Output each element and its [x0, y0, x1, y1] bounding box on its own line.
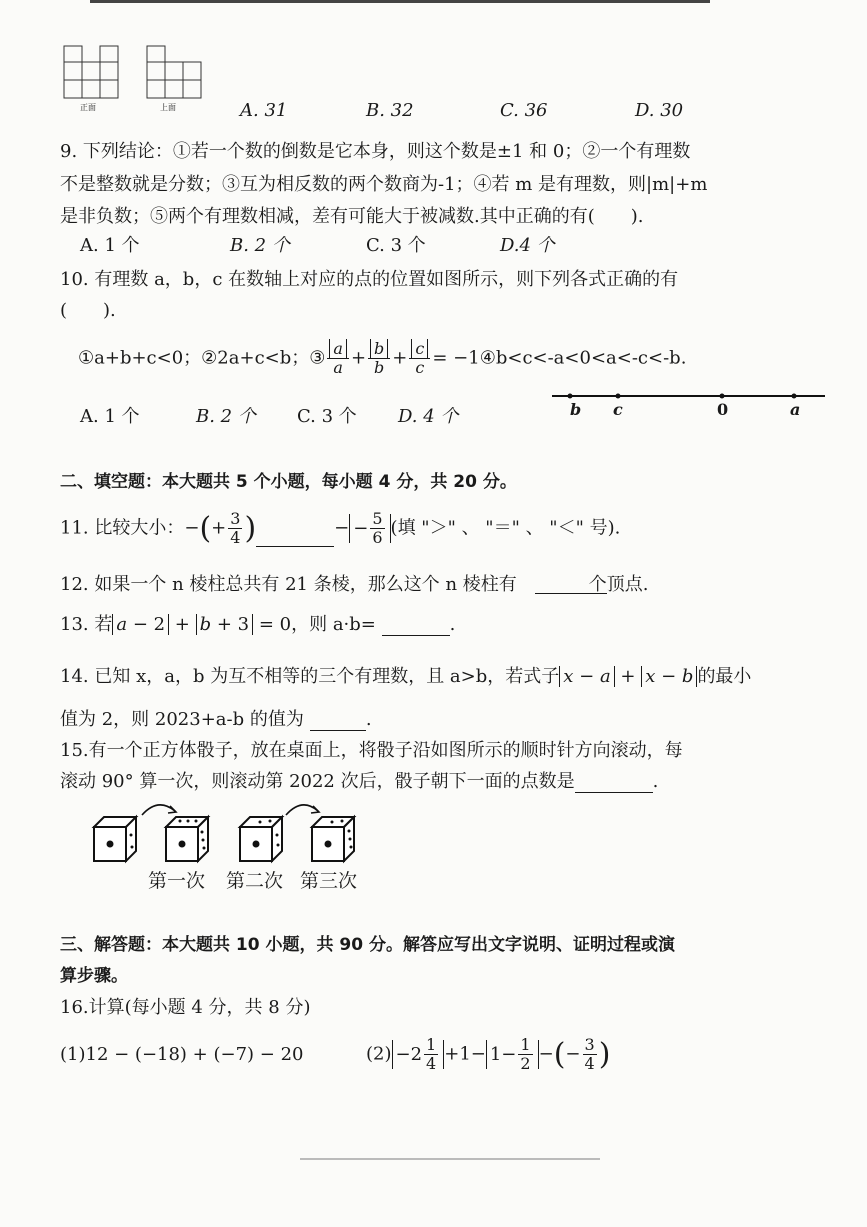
section-3-heading-line-1: 三、解答题：本大题共 10 小题，共 90 分。解答应写出文字说明、证明过程或演 — [60, 935, 675, 955]
q14-line-1: 14. 已知 x，a，b 为互不相等的三个有理数，且 a>b，若式子 x − a + x − b 的最小 — [60, 666, 752, 687]
q15-line-2: 滚动 90° 算一次，则滚动第 2022 次后，骰子朝下一面的点数是 . — [60, 771, 659, 792]
frac-five-sixths: $\frac{5}{6}$ — [372, 509, 383, 547]
q12: 12. 如果一个 n 棱柱总共有 21 条棱，那么这个 n 棱柱有 个顶点. — [60, 574, 649, 595]
front-view-figure — [62, 44, 122, 102]
q15-line-2-text: 滚动 90° 算一次，则滚动第 2022 次后，骰子朝下一面的点数是 — [60, 771, 575, 792]
q9-line-2: 不是整数就是分数；③互为相反数的两个数商为-1；④若 m 是有理数，则|m|+m — [60, 174, 708, 195]
q14-line-1-end: 的最小 — [697, 666, 752, 687]
axis-label-c: c — [613, 400, 623, 419]
section-3-heading-line-2: 算步骤。 — [60, 966, 128, 986]
q9-option-d: D.4 个 — [500, 235, 555, 256]
q9-line-3: 是非负数；⑤两个有理数相减，差有可能大于被减数.其中正确的有( ). — [60, 206, 644, 227]
q16-title: 16.计算(每小题 4 分，共 8 分) — [60, 997, 311, 1018]
number-line — [540, 386, 830, 426]
top-view-figure — [145, 44, 205, 102]
q14-line-2: 值为 2，则 2023+a-b 的值为 . — [60, 709, 372, 730]
q14-answer-blank[interactable] — [310, 712, 366, 731]
dice-label-1: 第一次 — [148, 870, 206, 892]
q13-mid: = 0，则 a·b= — [253, 614, 382, 635]
frac-abs-b: $\frac{b}{b}$ — [368, 340, 390, 377]
q9-option-c: C. 3 个 — [366, 235, 426, 256]
q10-statements: ①a+b+c<0；②2a+c<b；③ $\frac{a}{a}$ + $\frac{b}{b}$ + $\frac{c}{c}$ = −1④b<c<-a<0<a<-c<-b. — [78, 339, 687, 377]
dice-label-3: 第三次 — [300, 870, 358, 892]
q13-answer-blank[interactable] — [382, 617, 450, 636]
dice-label-2: 第二次 — [226, 870, 284, 892]
q8-option-b: B. 32 — [366, 100, 414, 121]
q16-part-1: (1)12 − (−18) + (−7) − 20 — [60, 1044, 304, 1065]
top-view-label: 上面 — [160, 103, 176, 112]
q13: 13. 若 a − 2 + b + 3 = 0，则 a·b= . — [60, 614, 456, 635]
q15-answer-blank[interactable] — [575, 774, 653, 793]
q9-option-b: B. 2 个 — [230, 235, 290, 256]
frac-abs-a: $\frac{a}{a}$ — [327, 340, 349, 377]
q10-option-d: D. 4 个 — [398, 406, 459, 427]
q8-option-c: C. 36 — [500, 100, 548, 121]
q10-option-c: C. 3 个 — [297, 406, 357, 427]
q10-option-a: A. 1 个 — [80, 406, 140, 427]
q14-line-1-text: 14. 已知 x，a，b 为互不相等的三个有理数，且 a>b，若式子 — [60, 666, 560, 687]
q10-line-1: 10. 有理数 a，b，c 在数轴上对应的点的位置如图所示，则下列各式正确的有 — [60, 269, 679, 290]
q11-suffix: (填 "＞" 、 "＝" 、 "＜" 号). — [390, 517, 621, 539]
q11-answer-blank[interactable] — [256, 528, 334, 547]
axis-label-zero: 0 — [717, 400, 729, 419]
q12-answer-blank[interactable] — [535, 575, 607, 594]
scan-edge — [90, 0, 710, 3]
q13-prefix: 13. 若 — [60, 614, 113, 635]
q10-line-2: ( ). — [60, 300, 116, 321]
section-2-heading: 二、填空题：本大题共 5 个小题，每小题 4 分，共 20 分。 — [60, 472, 517, 492]
frac-abs-c: $\frac{c}{c}$ — [409, 340, 430, 377]
q9-option-a: A. 1 个 — [80, 235, 140, 256]
q10-statements-part1: ①a+b+c<0；②2a+c<b；③ — [78, 347, 326, 369]
frac-three-quarters: $\frac{3}{4}$ — [230, 509, 241, 547]
q15-line-1: 15.有一个正方体骰子，放在桌面上，将骰子沿如图所示的顺时针方向滚动，每 — [60, 740, 683, 761]
q8-option-a: A. 31 — [240, 100, 288, 121]
front-view-label: 正面 — [80, 103, 96, 112]
scan-edge-bottom — [300, 1158, 600, 1160]
q10-option-b: B. 2 个 — [196, 406, 256, 427]
axis-label-b: b — [570, 400, 582, 419]
q16-part-2-prefix: (2) — [366, 1043, 392, 1065]
q14-line-2-text: 值为 2，则 2023+a-b 的值为 — [60, 709, 304, 730]
q9-line-1: 9. 下列结论：①若一个数的倒数是它本身，则这个数是±1 和 0；②一个有理数 — [60, 141, 691, 162]
q10-statements-part2: = −1④b<c<-a<0<a<-c<-b. — [432, 347, 687, 369]
dice-roll-figure — [80, 795, 380, 875]
q8-option-d: D. 30 — [635, 100, 684, 121]
axis-label-a: a — [790, 400, 801, 419]
q11-prefix: 11. 比较大小： — [60, 517, 185, 539]
q16-part-2: (2) −2 $\frac{1}{4}$ +1− 1− $\frac{1}{2}$ −(− $\frac{3}{4}$ ) — [366, 1035, 611, 1073]
q11: 11. 比较大小：−(+ $\frac{3}{4}$ ) − − $\frac{5}{6}$ (填 "＞" 、 "＝" 、 "＜" 号). — [60, 509, 621, 547]
